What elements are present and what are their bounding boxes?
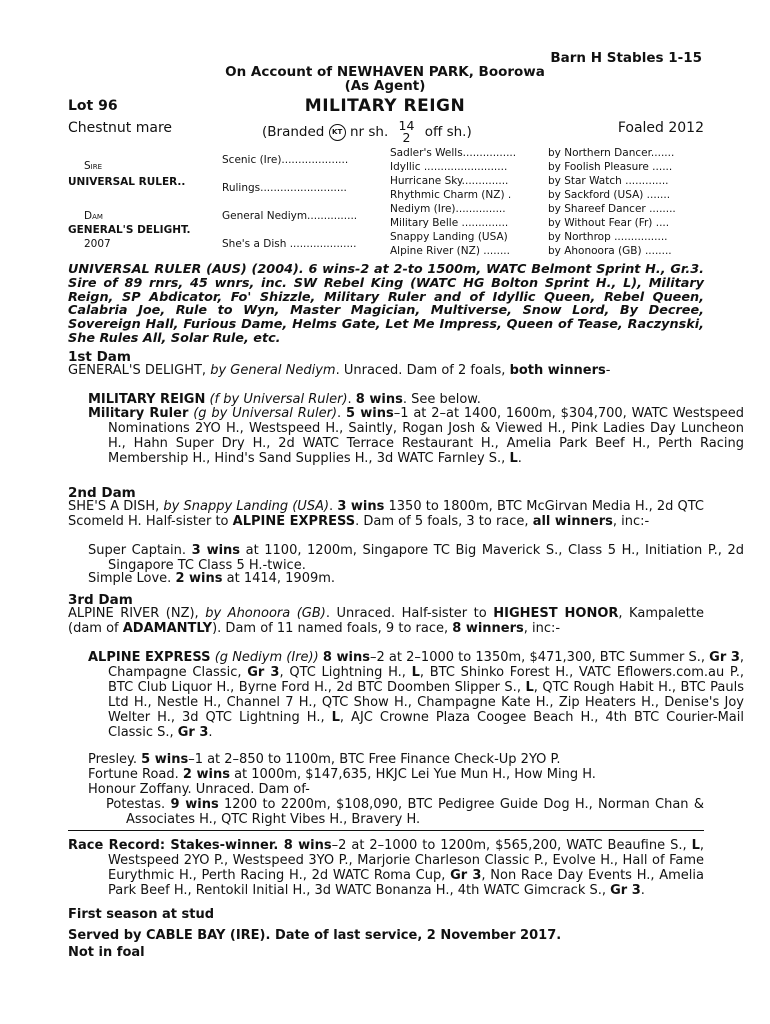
offspring-wins: 3 wins [191,543,241,558]
dam1-sire: by General Nediym [210,363,336,378]
text-fragment: ). Dam of 11 named foals, 9 to race, [212,621,453,636]
pedigree-gen2-2: General Nediym............... [222,210,358,222]
offspring-name: Presley. [88,752,142,767]
offspring-wins: 8 wins [355,392,403,407]
dam-label: Dam [84,210,103,222]
sire-paragraph: UNIVERSAL RULER (AUS) (2004). 6 wins-2 at 2-to 1500m, WATC Belmont Sprint H., Gr.3. Sire of 89 rnrs, 45 wnrs, inc. SW Rebel King (WATC HG Bolton Sprint H., L), Military Reign, SP Abdicator, Fo' Shizzle, Military Ruler and of Idyllic Queen, Rebel Queen, Calabria Joe, Rule to Wyn, Master Magician, Multiverse, Snow Lord, By Decree, Sovereign Hall, Furious Dame, Helms Gate, Let Me Impress, Queen of Tease, Raczynski, She Rules All, Solar Rule, etc. [68,262,704,346]
service-info: Served by CABLE BAY (IRE). Date of last service, 2 November 2017. [68,928,562,943]
pedigree-gen2-1: Rulings.......................... [222,182,347,194]
pedigree-gen4-2: by Star Watch ............. [548,175,669,187]
race-grade: Gr 3 [177,725,209,740]
barn-location: Barn H Stables 1-15 [550,50,702,66]
brand-num-bottom: 2 [402,130,411,145]
stud-season: First season at stud [68,907,215,922]
text-fragment: at 1414, 1909m. [222,571,336,586]
dam2-winners: all winners [532,514,613,529]
offspring-name: MILITARY REIGN [88,392,206,407]
pedigree-gen4-4: by Shareef Dancer ........ [548,203,676,215]
text-fragment: , Westspeed 2YO P., Westspeed 3YO P., Marjorie Charleson Classic P., Evolve H., Hall of Fame Eurythmic H., Perth Racing H., 2d WATC Roma Cup, [108,838,704,883]
half-sibling: ALPINE EXPRESS [232,514,356,529]
pedigree-gen4-7: by Ahonoora (GB) ........ [548,245,672,257]
text-fragment: . See below. [402,392,481,407]
sire-name: UNIVERSAL RULER.. [68,176,186,188]
horse-sex-colour: Chestnut mare [68,120,173,136]
text-fragment: , Non Race Day Events H., Amelia Park Beef H., Rentokil Initial H., 3d WATC Bonanza H., 4th WATC Gimcrack S., [108,868,704,898]
offspring-name: Simple Love. [88,571,176,586]
text-fragment: –1 at 2–at 1400, 1600m, $304,700, WATC Westspeed Nominations 2YO H., Westspeed H., Saintly, Rogan Josh & Viewed H., Pink Ladies Day Luncheon H., Hahn Super Dry H., 2d WATC Terrace Restaurant H., Amelia Park Beef H., Perth Racing Membership H., Hind's Sand Supplies H., 3d WATC Farnley S., [108,406,744,466]
text-fragment: . [347,392,356,407]
text-fragment: , AJC Crowne Plaza Coogee Beach H., 4th BTC Courier-Mail Classic S., [108,710,744,740]
dam2-offspring-2 [68,571,744,586]
dam3-description [68,606,704,636]
race-record-label: Race Record: Stakes-winner. [68,838,284,853]
dam3-offspring-3 [68,767,744,782]
race-grade: Gr 3 [709,650,740,665]
pedigree-gen2-0: Scenic (Ire).................... [222,154,349,166]
dam2-sire: by Snappy Landing (USA) [163,499,330,514]
brand-num-top: 14 [398,118,415,133]
pedigree-gen3-2: Hurricane Sky.............. [390,175,509,187]
text-fragment: at 1000m, $147,635, HKJC Lei Yue Mun H., How Ming H. [229,767,596,782]
dam1-name: GENERAL'S DELIGHT, [68,363,211,378]
text-fragment: , Kampalette (dam of [68,606,705,636]
dam3-title: 3rd Dam [68,592,133,608]
race-grade: L [331,710,340,725]
relative-name: ADAMANTLY [122,621,213,636]
vendor-account: On Account of NEWHAVEN PARK, Boorowa [225,64,545,80]
pedigree-gen4-3: by Sackford (USA) ....... [548,189,671,201]
section-divider [68,830,704,831]
pedigree-gen2-3: She's a Dish .................... [222,238,357,250]
pedigree-gen3-3: Rhythmic Charm (NZ) . [390,189,512,201]
text-fragment: , inc:- [612,514,650,529]
offspring-wins: 8 wins [322,650,370,665]
dam2-name: SHE'S A DISH, [68,499,164,514]
text-fragment: , QTC Lightning H., [279,665,412,680]
race-grade: L [411,665,420,680]
sire-label: Sire [84,160,103,172]
offspring-wins: 5 wins [141,752,189,767]
text-fragment: at 1100, 1200m, Singapore TC Big Maverick S., Class 5 H., Initiation P., 2d Singapore TC Class 5 H.-twice. [108,543,744,573]
text-fragment: , inc:- [523,621,561,636]
pedigree-gen3-1: Idyllic ......................... [390,161,508,173]
race-grade: L [509,451,518,466]
dam3-name: ALPINE RIVER (NZ), [68,606,206,621]
pedigree-gen3-5: Military Belle .............. [390,217,509,229]
dam2-offspring-1 [68,543,744,573]
dam3-offspring-2 [68,752,744,767]
offspring-wins: 2 wins [175,571,223,586]
dam1-offspring-1 [68,392,744,407]
offspring-name: ALPINE EXPRESS [88,650,211,665]
brand-near: nr sh. [349,124,389,140]
brand-off: off sh.) [424,124,472,140]
offspring-sire: (g by Universal Ruler) [188,406,338,421]
pedigree-gen3-4: Nediym (Ire)............... [390,203,506,215]
dam1-title: 1st Dam [68,349,131,365]
offspring-wins: 2 wins [182,767,230,782]
pedigree-gen3-6: Snappy Landing (USA) [390,231,508,243]
pedigree-gen4-1: by Foolish Pleasure ...... [548,161,673,173]
text-fragment: . [337,406,346,421]
offspring-name: Fortune Road. [88,767,183,782]
offspring-sire: (f by Universal Ruler) [205,392,348,407]
dam1-text-end: - [605,363,611,378]
lot-number: Lot 96 [68,98,118,114]
offspring-name: Super Captain. [88,543,192,558]
horse-name: MILITARY REIGN [304,96,466,116]
dam-year: 2007 [84,238,111,250]
text-fragment: . [208,725,213,740]
dam3-offspring-1 [68,650,744,740]
dam2-description [68,499,704,529]
race-grade: L [691,838,700,853]
text-fragment: , Champagne Classic, [108,650,745,680]
race-record-wins: 8 wins [283,838,332,853]
text-fragment: , QTC Rough Habit H., BTC Pauls Ltd H., Nestle H., Channel 7 H., QTC Show H., Champagne Kate H., Zip Heaters H., Denise's Joy Welter H., 3d QTC Lightning H., [108,680,744,725]
offspring-wins: 5 wins [345,406,394,421]
agent-note: (As Agent) [344,78,426,94]
dam1-offspring-2 [68,406,744,466]
brand-mark-icon: KT [329,124,346,141]
text-fragment: 1350 to 1800m, BTC McGirvan Media H., 2d QTC Scomeld H. Half-sister to [68,499,705,529]
race-grade: Gr 3 [610,883,641,898]
pedigree-gen4-5: by Without Fear (Fr) .... [548,217,670,229]
half-sibling: HIGHEST HONOR [493,606,619,621]
dam3-offspring-4: Honour Zoffany. Unraced. Dam of- [88,782,310,797]
text-fragment: –1 at 2–850 to 1100m, BTC Free Finance Check-Up 2YO P. [188,752,561,767]
text-fragment: . Unraced. Half-sister to [325,606,494,621]
race-grade: L [525,680,534,695]
dam3-grand-offspring [68,797,704,827]
race-grade: Gr 3 [450,868,482,883]
dam1-text: . Unraced. Dam of 2 foals, [335,363,510,378]
brand-numbers [399,120,415,144]
offspring-wins: 9 wins [170,797,219,812]
race-record [68,838,704,898]
pedigree-gen3-7: Alpine River (NZ) ........ [390,245,510,257]
dam2-wins: 3 wins [337,499,385,514]
offspring-name: Military Ruler [88,406,189,421]
pedigree-gen4-0: by Northern Dancer....... [548,147,675,159]
dam2-title: 2nd Dam [68,485,136,501]
text-fragment: . [329,499,338,514]
text-fragment: –2 at 2–1000 to 1350m, $471,300, BTC Summer S., [369,650,710,665]
pedigree-gen4-6: by Northrop ................ [548,231,668,243]
pedigree-gen3-0: Sadler's Wells................ [390,147,517,159]
dam1-description [68,363,704,378]
foal-status: Not in foal [68,945,145,960]
text-fragment: 1200 to 2200m, $108,090, BTC Pedigree Guide Dog H., Norman Chan & Associates H., QTC Right Vibes H., Bravery H. [126,797,704,827]
text-fragment: . [640,883,645,898]
brand-prefix: (Branded [262,124,325,140]
foaled-year: Foaled 2012 [617,120,704,136]
text-fragment: . Dam of 5 foals, 3 to race, [355,514,533,529]
offspring-sire: (g Nediym (Ire)) [210,650,319,665]
text-fragment: . [517,451,522,466]
dam3-sire: by Ahonoora (GB) [205,606,326,621]
dam-name: GENERAL'S DELIGHT. [68,224,191,236]
dam1-winners: both winners [509,363,606,378]
text-fragment: , BTC Shinko Forest H., VATC Eflowers.com.au P., BTC Club Liquor H., Byrne Ford H., 2d BTC Doomben Slipper S., [108,665,745,695]
race-grade: Gr 3 [247,665,280,680]
dam3-winners: 8 winners [452,621,524,636]
offspring-name: Potestas. [106,797,171,812]
brand-info [262,120,472,144]
text-fragment: –2 at 2–1000 to 1200m, $565,200, WATC Beaufine S., [331,838,692,853]
